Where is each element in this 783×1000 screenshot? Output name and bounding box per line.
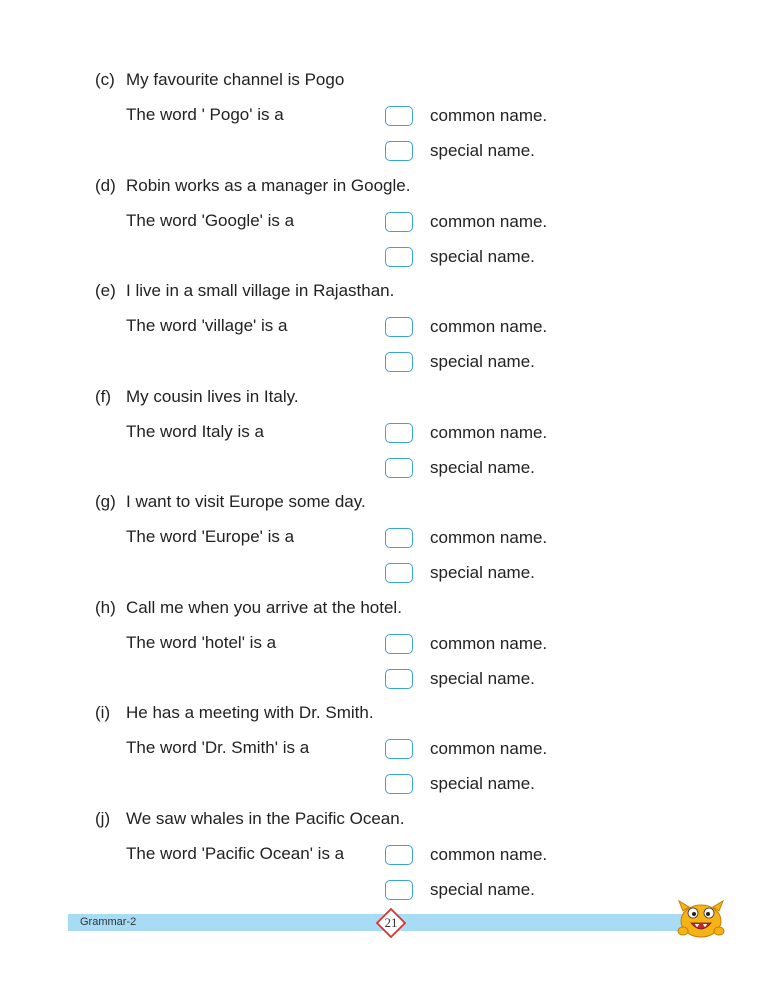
question-number: (j)	[95, 808, 111, 828]
question-sentence: He has a meeting with Dr. Smith.	[126, 703, 374, 722]
option-common-name[interactable]	[384, 212, 684, 238]
option-special-name[interactable]	[384, 247, 684, 273]
page-number-badge	[376, 908, 406, 938]
answer-checkbox[interactable]	[385, 317, 413, 337]
option-label: special name.	[430, 246, 535, 266]
question-number: (c)	[95, 70, 115, 89]
option-special-name[interactable]	[384, 563, 684, 589]
option-special-name[interactable]	[384, 774, 684, 800]
question-number: (h)	[95, 597, 116, 617]
answer-checkbox[interactable]	[385, 528, 413, 548]
question-f	[0, 386, 783, 492]
question-h	[0, 597, 783, 703]
mascot-icon	[675, 893, 727, 941]
answer-checkbox[interactable]	[385, 212, 413, 232]
answer-checkbox[interactable]	[385, 634, 413, 654]
answer-checkbox[interactable]	[385, 106, 413, 126]
answer-checkbox[interactable]	[385, 774, 413, 794]
option-label: special name.	[430, 879, 535, 899]
option-label: common name.	[430, 528, 548, 547]
question-prompt: The word 'village' is a	[126, 316, 288, 335]
option-special-name[interactable]	[384, 352, 684, 378]
option-label: special name.	[430, 668, 535, 688]
option-label: common name.	[430, 317, 548, 336]
question-g	[0, 491, 783, 597]
option-label: common name.	[430, 633, 548, 653]
option-special-name[interactable]	[384, 669, 684, 695]
answer-checkbox[interactable]	[385, 247, 413, 267]
option-common-name[interactable]	[384, 317, 684, 343]
question-prompt: The word 'Europe' is a	[126, 527, 295, 546]
answer-checkbox[interactable]	[385, 423, 413, 443]
answer-checkbox[interactable]	[385, 352, 413, 372]
answer-checkbox[interactable]	[385, 845, 413, 865]
option-common-name[interactable]	[384, 739, 684, 765]
question-sentence: I live in a small village in Rajasthan.	[126, 281, 395, 300]
question-number: (d)	[95, 175, 116, 195]
footer-book-title: Grammar-2	[80, 916, 137, 928]
option-common-name[interactable]	[384, 423, 684, 449]
question-number: (i)	[95, 703, 111, 722]
option-label: common name.	[430, 844, 548, 864]
option-special-name[interactable]	[384, 880, 684, 906]
answer-checkbox[interactable]	[385, 669, 413, 689]
option-label: special name.	[430, 457, 535, 477]
option-label: common name.	[430, 739, 548, 758]
question-prompt: The word 'hotel' is a	[126, 632, 277, 652]
question-c	[0, 69, 783, 175]
option-special-name[interactable]	[384, 141, 684, 167]
option-common-name[interactable]	[384, 528, 684, 554]
question-sentence: Robin works as a manager in Google.	[126, 175, 411, 195]
question-number: (g)	[95, 492, 116, 511]
answer-checkbox[interactable]	[385, 739, 413, 759]
option-common-name[interactable]	[384, 106, 684, 132]
answer-checkbox[interactable]	[385, 458, 413, 478]
question-prompt: The word 'Pacific Ocean' is a	[126, 843, 345, 863]
option-label: special name.	[430, 141, 535, 160]
question-prompt: The word 'Google' is a	[126, 210, 295, 230]
option-label: special name.	[430, 563, 535, 582]
option-common-name[interactable]	[384, 845, 684, 871]
question-sentence: My cousin lives in Italy.	[126, 386, 299, 406]
answer-checkbox[interactable]	[385, 563, 413, 583]
question-number: (e)	[95, 281, 116, 300]
question-prompt: The word Italy is a	[126, 421, 264, 441]
question-number: (f)	[95, 386, 112, 406]
question-sentence: We saw whales in the Pacific Ocean.	[126, 808, 405, 828]
option-label: common name.	[430, 106, 548, 125]
option-label: special name.	[430, 352, 535, 371]
option-label: common name.	[430, 422, 548, 442]
option-common-name[interactable]	[384, 634, 684, 660]
option-label: special name.	[430, 774, 535, 793]
question-i	[0, 702, 783, 808]
page-number: 21	[384, 915, 398, 930]
question-prompt: The word 'Dr. Smith' is a	[126, 738, 310, 757]
question-d	[0, 175, 783, 281]
question-prompt: The word ' Pogo' is a	[126, 105, 284, 124]
question-sentence: My favourite channel is Pogo	[126, 70, 345, 89]
option-label: common name.	[430, 211, 548, 231]
answer-checkbox[interactable]	[385, 141, 413, 161]
question-sentence: Call me when you arrive at the hotel.	[126, 597, 402, 617]
question-e	[0, 280, 783, 386]
answer-checkbox[interactable]	[385, 880, 413, 900]
question-j	[0, 808, 783, 914]
question-sentence: I want to visit Europe some day.	[126, 492, 366, 511]
option-special-name[interactable]	[384, 458, 684, 484]
